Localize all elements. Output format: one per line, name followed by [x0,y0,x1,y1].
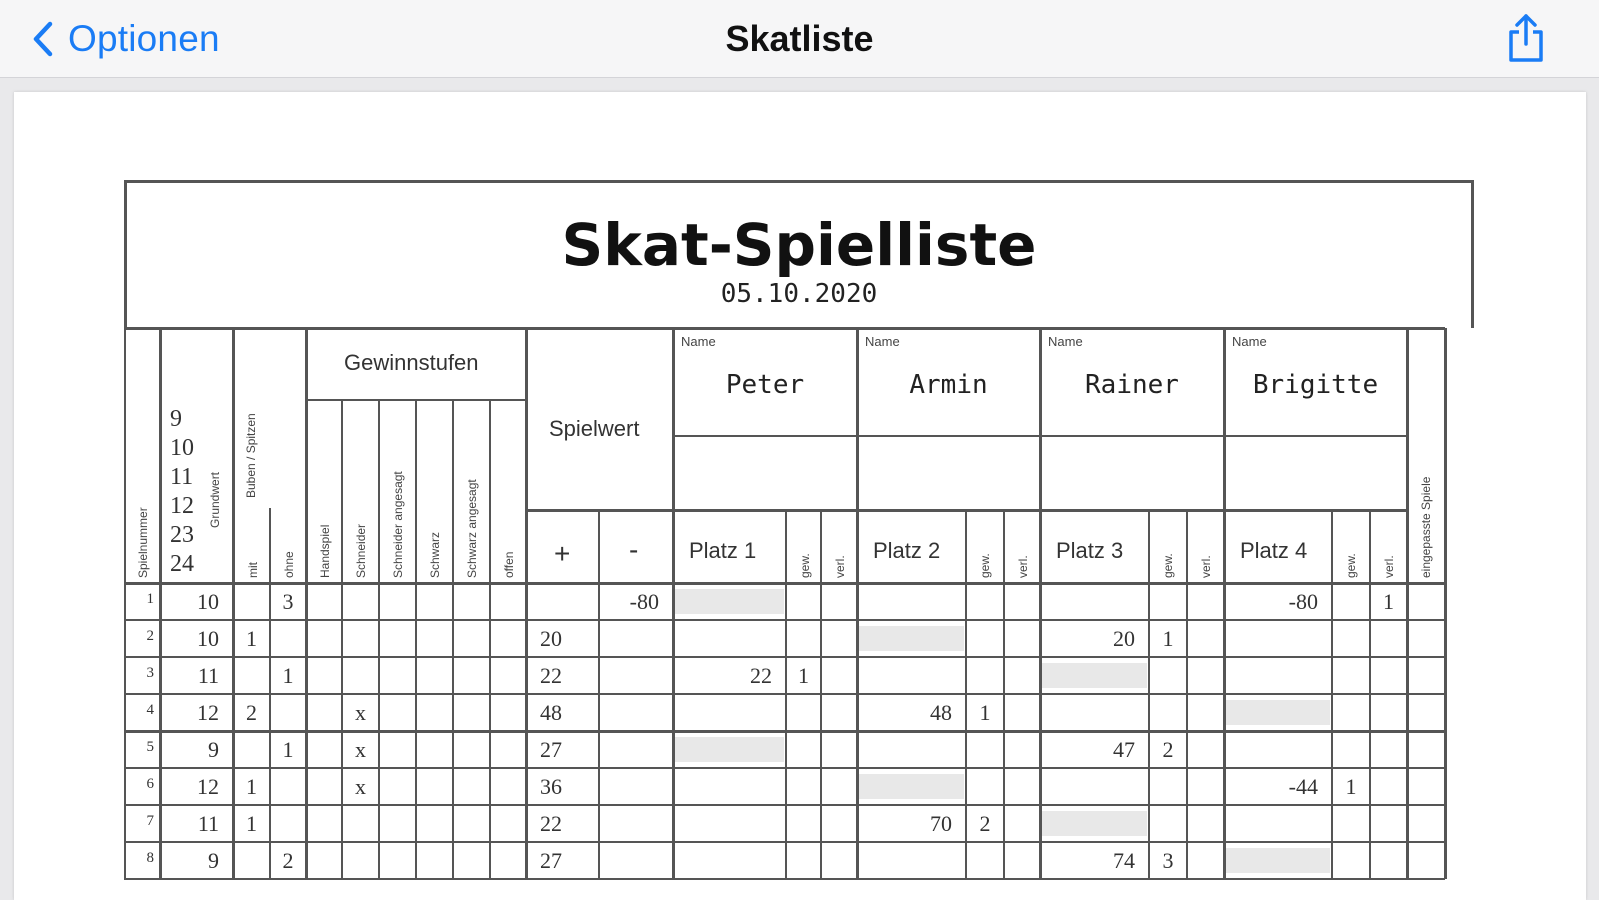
player-platz: Platz 2 [873,538,941,563]
player-score-cell: 22 [750,663,772,688]
grundwert-value: 10 [170,435,194,461]
grundwert-value: 11 [170,464,194,490]
player-platz: Platz 1 [689,538,757,563]
player-name-label: Name [865,334,900,349]
player-score-cell: 48 [930,700,952,725]
dealer-cell [675,589,784,614]
player-score-cell: 47 [1113,737,1135,762]
header-gew: gew. [798,553,812,578]
grid-line [526,509,1407,512]
skat-sheet [124,180,1474,900]
player-gew-cell: 1 [1345,774,1357,799]
grundwert-cell: 10 [197,626,219,651]
player-name-label: Name [1232,334,1267,349]
player-score-cell: 74 [1113,848,1135,873]
player-gew-cell: 2 [979,811,991,836]
dealer-cell [1226,700,1330,725]
dealer-cell [1226,848,1330,873]
sheet-header [124,180,1474,328]
header-buben-spitzen: Buben / Spitzen [244,413,258,498]
row-number: 7 [146,813,154,829]
grid-line [124,582,1445,585]
grundwert-cell: 10 [197,589,219,614]
grid-line [124,841,1445,843]
grundwert-cell: 12 [197,774,219,799]
header-verl: verl. [1199,555,1213,578]
grid-line [1444,328,1447,879]
grid-line [672,328,675,879]
header-grundwert: Grundwert [208,471,222,528]
header-stufe: offen [502,551,516,578]
grid-line [525,328,528,879]
header-stufe: Schneider angesagt [391,471,405,578]
header-verl: verl. [1382,555,1396,578]
header-spielnummer: Spielnummer [136,507,150,578]
grid-line [124,730,1445,733]
grid-line [306,399,526,401]
dealer-cell [859,626,964,651]
grundwert-value: 9 [170,406,182,432]
grid-line [415,400,417,879]
player-verl-cell: 1 [1383,589,1394,614]
header-mit: mit [246,562,260,578]
player-score-cell: 70 [930,811,952,836]
header-stufe: Schwarz angesagt [465,479,479,578]
mit-cell: 1 [246,811,257,836]
header-spielwert: Spielwert [549,416,640,441]
grid-line [124,878,1445,880]
header-stufe: Schneider [354,523,368,578]
grid-line [124,693,1445,695]
header-eingepasste: eingepasste Spiele [1419,476,1433,578]
navigation-bar [0,0,1599,78]
ohne-cell: 1 [282,737,294,762]
header-gew: gew. [978,553,992,578]
dealer-cell [1042,663,1147,688]
dealer-cell [859,774,964,799]
grid-line [124,656,1445,658]
dealer-cell [675,737,784,762]
mit-cell: 1 [246,774,257,799]
header-minus: - [629,534,639,565]
grundwert-cell: 9 [208,848,219,873]
player-name-label: Name [681,334,716,349]
player-score-cell: -80 [1288,589,1318,614]
player-name: Brigitte [1252,370,1379,400]
player-score-cell: -44 [1288,774,1318,799]
schneider-cell: x [355,700,366,725]
share-icon[interactable] [1504,12,1548,64]
header-ohne: ohne [282,551,296,578]
grundwert-cell: 12 [197,700,219,725]
row-number: 2 [146,628,154,644]
grid-line [124,619,1445,621]
row-number: 6 [146,776,154,792]
row-number: 5 [146,739,154,755]
nav-title: Skatliste [725,18,874,59]
header-gewinnstufen: Gewinnstufen [344,350,479,375]
player-name: Rainer [1085,370,1179,400]
header-gew: gew. [1161,553,1175,578]
grid-line [1039,328,1042,879]
spielwert-minus-cell: -80 [629,589,659,614]
sheet-title: Skat-Spielliste [561,211,1037,279]
player-platz: Platz 4 [1240,538,1308,563]
player-gew-cell: 1 [1162,626,1174,651]
sheet-date: 05.10.2020 [720,279,878,309]
player-gew-cell: 1 [979,700,991,725]
ohne-cell: 1 [282,663,294,688]
player-name: Armin [909,370,988,400]
dealer-cell [1042,811,1147,836]
header-plus: + [554,538,571,569]
grundwert-cell: 11 [197,663,219,688]
spielwert-plus-cell: 22 [540,811,562,836]
spielwert-plus-cell: 22 [540,663,562,688]
row-number: 1 [146,591,154,607]
player-gew-cell: 2 [1162,737,1174,762]
ohne-cell: 2 [282,848,294,873]
header-verl: verl. [1016,555,1030,578]
row-number: 3 [146,665,154,681]
header-verl: verl. [833,555,847,578]
row-number: 4 [146,702,154,718]
row-number: 8 [146,850,154,866]
grid-line [378,400,380,879]
spielwert-plus-cell: 27 [540,848,562,873]
spielwert-plus-cell: 20 [540,626,562,651]
grid-line [124,767,1445,769]
grundwert-cell: 9 [208,737,219,762]
header-stufe: Schwarz [428,531,442,578]
grundwert-value: 23 [170,522,194,548]
player-name-label: Name [1048,334,1083,349]
grundwert-value: 12 [170,493,194,519]
grid-line [341,400,343,879]
mit-cell: 1 [246,626,257,651]
grid-line [452,400,454,879]
grid-line [124,804,1445,806]
player-gew-cell: 1 [798,663,809,688]
grid-line [673,435,1407,437]
back-button-label: Optionen [68,18,220,59]
header-stufe: Handspiel [318,524,332,578]
grid-line [489,400,491,879]
player-name: Peter [725,370,805,400]
schneider-cell: x [355,737,366,762]
grid-line [856,328,859,879]
header-gew: gew. [1344,553,1358,578]
player-gew-cell: 3 [1162,848,1174,873]
mit-cell: 2 [246,700,257,725]
grundwert-value: 24 [170,551,194,577]
ohne-cell: 3 [282,589,294,614]
grundwert-cell: 11 [197,811,219,836]
grid-line [124,327,1445,330]
player-platz: Platz 3 [1056,538,1124,563]
spielwert-plus-cell: 36 [540,774,562,799]
spielwert-plus-cell: 48 [540,700,562,725]
spielwert-plus-cell: 27 [540,737,562,762]
schneider-cell: x [355,774,366,799]
player-score-cell: 20 [1113,626,1135,651]
